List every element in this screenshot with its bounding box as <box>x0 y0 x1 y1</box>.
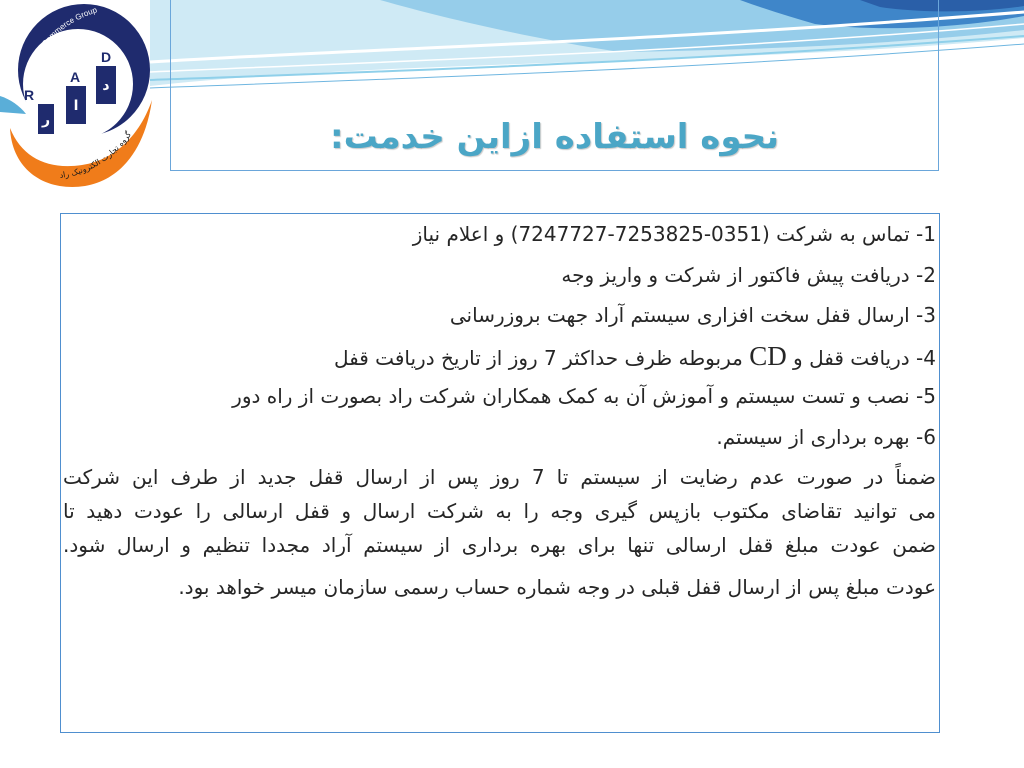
step-5: 5- نصب و تست سیستم و آموزش آن به کمک همکاران شرکت راد بصورت از راه دور <box>232 384 936 408</box>
step-2: 2- دریافت پیش فاکتور از شرکت و واریز وجه <box>561 262 936 287</box>
logo-persian-caption-path: گروه تجارت الکترونیک راد <box>59 129 134 180</box>
logo-latin-caption-path: Rad ECommerce Group <box>27 5 99 67</box>
logo-persian-letter-2: ا <box>73 98 79 114</box>
refund-note-line-1: ضمناً در صورت عدم رضایت از سیستم تا 7 روز پس از ارسال قفل جدید از طرف این شرکت <box>63 465 936 489</box>
logo-persian-letter-3: د <box>102 78 110 94</box>
logo-letter-d: D <box>101 49 112 65</box>
logo-letter-a: A <box>70 69 81 85</box>
logo-letter-r: R <box>24 87 35 103</box>
step-4 <box>63 336 936 377</box>
company-logo <box>0 0 160 195</box>
step-6: 6- بهره برداری از سیستم. <box>716 424 936 449</box>
refund-note-line-2: می توانید تقاضای مکتوب بازپس گیری وجه را به شرکت ارسال و قفل ارسالی را عودت دهید تا <box>63 499 936 523</box>
refund-note-line-3: ضمن عودت مبلغ قفل ارسالی تنها برای بهره برداری از سیستم آراد مجددا تنظیم و ارسال شود. <box>63 533 936 557</box>
step-3: 3- ارسال قفل سخت افزاری سیستم آراد جهت بروزرسانی <box>449 303 936 327</box>
title-frame <box>170 0 939 171</box>
closing-note: عودت مبلغ پس از ارسال قفل قبلی در وجه شماره حساب رسمی سازمان میسر خواهد بود. <box>178 575 936 599</box>
step-1: 1- تماس به شرکت (0351-7253825-7247727) و اعلام نیاز <box>412 222 936 246</box>
step-4-text-start: 4- دریافت قفل و <box>786 345 936 370</box>
step-4-cd-label: CD <box>749 340 787 371</box>
step-4-text-end: مربوطه ظرف حداکثر 7 روز از تاریخ دریافت قفل <box>334 345 750 370</box>
slide-title: نحوه استفاده ازاین خدمت: <box>330 117 779 157</box>
logo-persian-letter-1: ر <box>41 112 51 128</box>
refund-note-paragraph <box>63 460 936 562</box>
content-box <box>60 213 940 733</box>
